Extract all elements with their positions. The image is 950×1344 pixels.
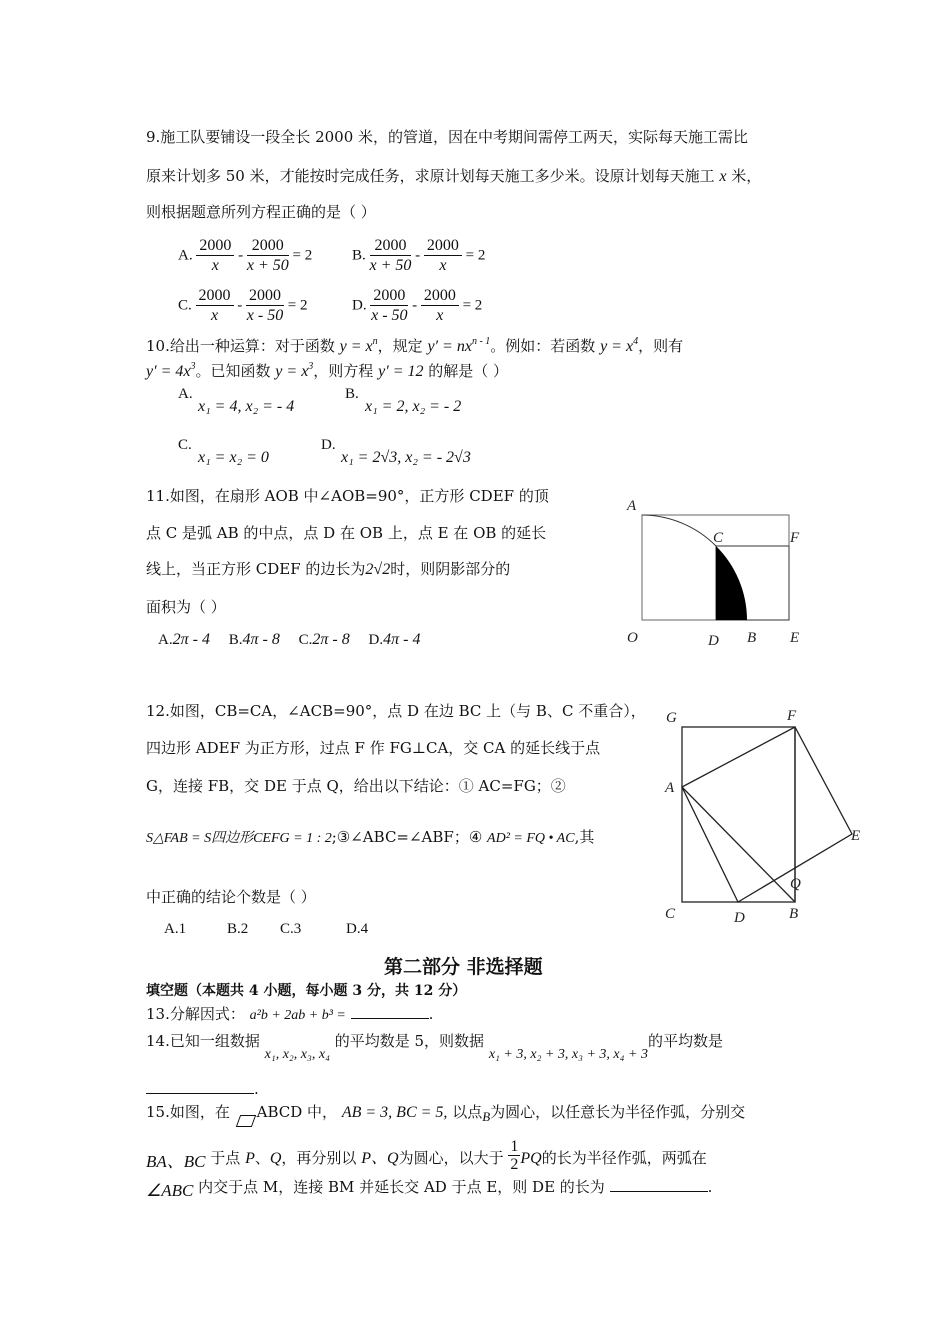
q15-line2: BA、BC 于点 P、Q，再分别以 P、Q为圆心，以大于 $\frac{1}{2}$ PQ的长为半径作弧，两弧在 <box>146 1138 707 1173</box>
fraction: $\frac{2000}{x}$ <box>424 236 462 276</box>
q11-line1: 11.如图，在扇形 AOB 中∠AOB=90°，正方形 CDEF 的顶 <box>146 487 549 505</box>
q13-expression: a²b + 2ab + b³ = <box>249 1008 346 1023</box>
q10-equation: y′ = 12 <box>378 363 424 380</box>
q11-figure <box>615 490 815 655</box>
q12-line3: G，连接 FB，交 DE 于点 Q，给出以下结论：① AC=FG；② <box>146 777 566 795</box>
q9-option-b[interactable]: B. $\frac{2000}{x + 50}$ - $\frac{2000}{x}$ = 2 <box>352 237 486 274</box>
q12-line1: 12.如图，CB=CA，∠ACB=90°，点 D 在边 BC 上（与 B、C 不重合）， <box>146 702 646 720</box>
q10-func1: $y = x^n$ <box>339 336 378 355</box>
q14-answer-blank[interactable] <box>146 1093 254 1094</box>
q12-label-g: G <box>666 710 677 726</box>
q11-label-a: A <box>627 498 637 514</box>
q10-option-a-value: x₁ = 4, x₂ = - 4 <box>198 398 295 415</box>
q11-line2: 点 C 是弧 AB 的中点，点 D 在 OB 上，点 E 在 OB 的延长 <box>146 524 547 542</box>
q9-variable: x <box>719 168 727 185</box>
q12-label-c: C <box>665 906 676 922</box>
q12-label-e: E <box>851 828 861 844</box>
q10-derivative-rule: $y' = nx^{n - 1}$ <box>427 336 491 355</box>
q12-label-b: B <box>789 906 799 922</box>
q9-option-b-label: B. <box>352 247 366 264</box>
q10-option-d-value: x₁ = 2√3, x₂ = - 2√3 <box>341 449 471 466</box>
q11-line3: 线上，当正方形 CDEF 的边长为2√2时，则阴影部分的 <box>146 560 511 578</box>
q12-label-a: A <box>665 780 675 796</box>
q11-arc <box>642 515 716 546</box>
fraction: $\frac{2000}{x}$ <box>421 286 459 326</box>
q11-option-a[interactable]: A.2π - 4 <box>158 631 210 648</box>
q9-option-d-label: D. <box>352 297 367 314</box>
q15-line3: ∠ABC 内交于点 M，连接 BM 并延长交 AD 于点 E，则 DE 的长为 . <box>146 1178 713 1200</box>
q15-segment-pq: PQ <box>520 1150 542 1167</box>
q15-given-lengths: AB = 3, BC = 5, <box>341 1104 448 1121</box>
q11-options <box>158 630 420 649</box>
q13-answer-blank[interactable] <box>351 1018 429 1019</box>
q12-formula: AD² = FQ • AC <box>487 831 575 846</box>
fraction: $\frac{2000}{x}$ <box>196 236 234 276</box>
q11-option-d[interactable]: D.4π - 4 <box>368 631 421 648</box>
q11-line4: 面积为（ ） <box>146 598 226 616</box>
q14-data-set-2: x₁ + 3, x₂ + 3, x₃ + 3, x₄ + 3 <box>488 1047 648 1062</box>
q9-option-a[interactable]: A. $\frac{2000}{x}$ - $\frac{2000}{x + 50}$ = 2 <box>178 237 313 274</box>
q11-option-c[interactable]: C.2π - 8 <box>298 631 350 648</box>
q11-label-b: B <box>747 630 757 646</box>
q14-line: 14.已知一组数据 x₁, x₂, x₃, x₄ 的平均数是 5，则数据 x₁ + 3, x₂ + 3, x₃ + 3, x₄ + 3的平均数是 <box>146 1032 723 1062</box>
q9-line3: 则根据题意所列方程正确的是（ ） <box>146 203 376 221</box>
q12-line4: S△FAB = S四边形CEFG = 1 : 2;③∠ABC=∠ABF；④ AD² = FQ • AC,其 <box>146 828 595 846</box>
q11-label-d: D <box>708 633 719 649</box>
fraction: $\frac{2000}{x + 50}$ <box>246 237 289 274</box>
q11-option-b[interactable]: B.4π - 8 <box>228 631 280 648</box>
q12-label-q: Q <box>790 876 801 892</box>
q15-line1: 15.如图，在 ABCD 中， AB = 3, BC = 5, 以点B为圆心，以任意长为半径作弧，分别交 <box>146 1101 745 1127</box>
q10-option-b-value: x₁ = 2, x₂ = - 2 <box>365 398 462 415</box>
q10-option-c-value: x₁ = x₂ = 0 <box>198 449 269 466</box>
q12-figure <box>660 700 870 930</box>
fraction: $\frac{2000}{x}$ <box>196 286 234 326</box>
q15-angle-abc: ∠ABC <box>146 1181 194 1200</box>
q15-rays: BA、BC <box>146 1152 206 1171</box>
q9-option-c[interactable]: C. $\frac{2000}{x}$ - $\frac{2000}{x - 50}$ = 2 <box>178 287 308 324</box>
q12-option-b[interactable]: B.2 <box>227 921 249 937</box>
q11-label-f: F <box>790 530 800 546</box>
q10-func3: $y = x^3$ <box>275 361 314 380</box>
q12-line5: 中正确的结论个数是（ ） <box>146 888 316 906</box>
q12-rectangle-cbfg <box>682 727 795 902</box>
q12-label-f: F <box>787 708 797 724</box>
q12-square-adef <box>682 727 852 902</box>
q12-option-c[interactable]: C.3 <box>280 921 302 937</box>
q9-line2 <box>146 165 761 186</box>
q9-option-c-label: C. <box>178 297 192 314</box>
q9-line1: 9.施工队要铺设一段全长 2000 米，的管道，因在中考期间需停工两天，实际每天施工需比 <box>146 128 749 146</box>
q15-answer-blank[interactable] <box>610 1191 708 1192</box>
q9-line2-end: 米， <box>726 167 762 185</box>
q12-line2: 四边形 ADEF 为正方形，过点 F 作 FG⊥CA，交 CA 的延长线于点 <box>146 739 601 757</box>
fraction: $\frac{2000}{x + 50}$ <box>369 237 412 274</box>
q10-example: $y' = 4x^3$ <box>146 361 196 380</box>
q13-line: 13.分解因式： a²b + 2ab + b³ = . <box>146 1005 434 1023</box>
q10-option-d-label[interactable]: D. <box>321 437 336 453</box>
fraction: $\frac{2000}{x - 50}$ <box>371 287 408 324</box>
q15-point-b: B <box>482 1109 491 1124</box>
q12-option-a[interactable]: A.1 <box>164 921 187 937</box>
q10-func2: $y = x^4$ <box>600 336 639 355</box>
q9-option-a-label: A. <box>178 247 193 264</box>
q14-answer-line: . <box>146 1080 259 1098</box>
q11-label-e: E <box>790 630 800 646</box>
q15-point-p: P <box>245 1150 255 1167</box>
q14-data-set-1: x₁, x₂, x₃, x₄ <box>264 1047 330 1062</box>
q15-half-fraction: $\frac{1}{2}$ <box>510 1138 519 1173</box>
parallelogram-icon <box>235 1115 255 1127</box>
q12-option-d[interactable]: D.4 <box>346 921 369 937</box>
q10-option-b-label[interactable]: B. <box>345 386 359 402</box>
q11-side-length: 2√2 <box>365 561 391 578</box>
q11-shaded-region <box>716 546 747 620</box>
q9-option-d[interactable]: D. $\frac{2000}{x - 50}$ - $\frac{2000}{x}$ = 2 <box>352 287 483 324</box>
q15-points-pq: P、Q <box>361 1150 399 1167</box>
q10-option-c-label[interactable]: C. <box>178 437 192 453</box>
q11-label-c: C <box>713 530 724 546</box>
q15-point-q: Q <box>269 1150 282 1167</box>
q9-line2-text: 原来计划多 50 米，才能按时完成任务，求原计划每天施工多少米。设原计划每天施工 <box>146 167 720 185</box>
q12-label-d: D <box>734 910 745 926</box>
q10-option-a-label[interactable]: A. <box>178 386 193 402</box>
q10-line1: 10.给出一种运算：对于函数 $y = x^n$，规定 $y' = nx^{n - 1}$。例如：若函数 $y = x^4$，则有 <box>146 336 684 355</box>
q12-line-ab <box>682 787 795 902</box>
part2-heading: 填空题（本题共 4 小题，每小题 3 分，共 12 分） <box>146 983 467 999</box>
fraction: $\frac{2000}{x - 50}$ <box>246 287 284 324</box>
q10-line2: $y' = 4x^3$。已知函数 $y = x^3$，则方程 y′ = 12 的解是（ ） <box>146 361 509 380</box>
q12-area-ratio: S△FAB = S四边形CEFG = 1 : 2 <box>146 831 332 846</box>
q11-label-o: O <box>627 630 638 646</box>
part2-title: 第二部分 非选择题 <box>384 956 543 978</box>
